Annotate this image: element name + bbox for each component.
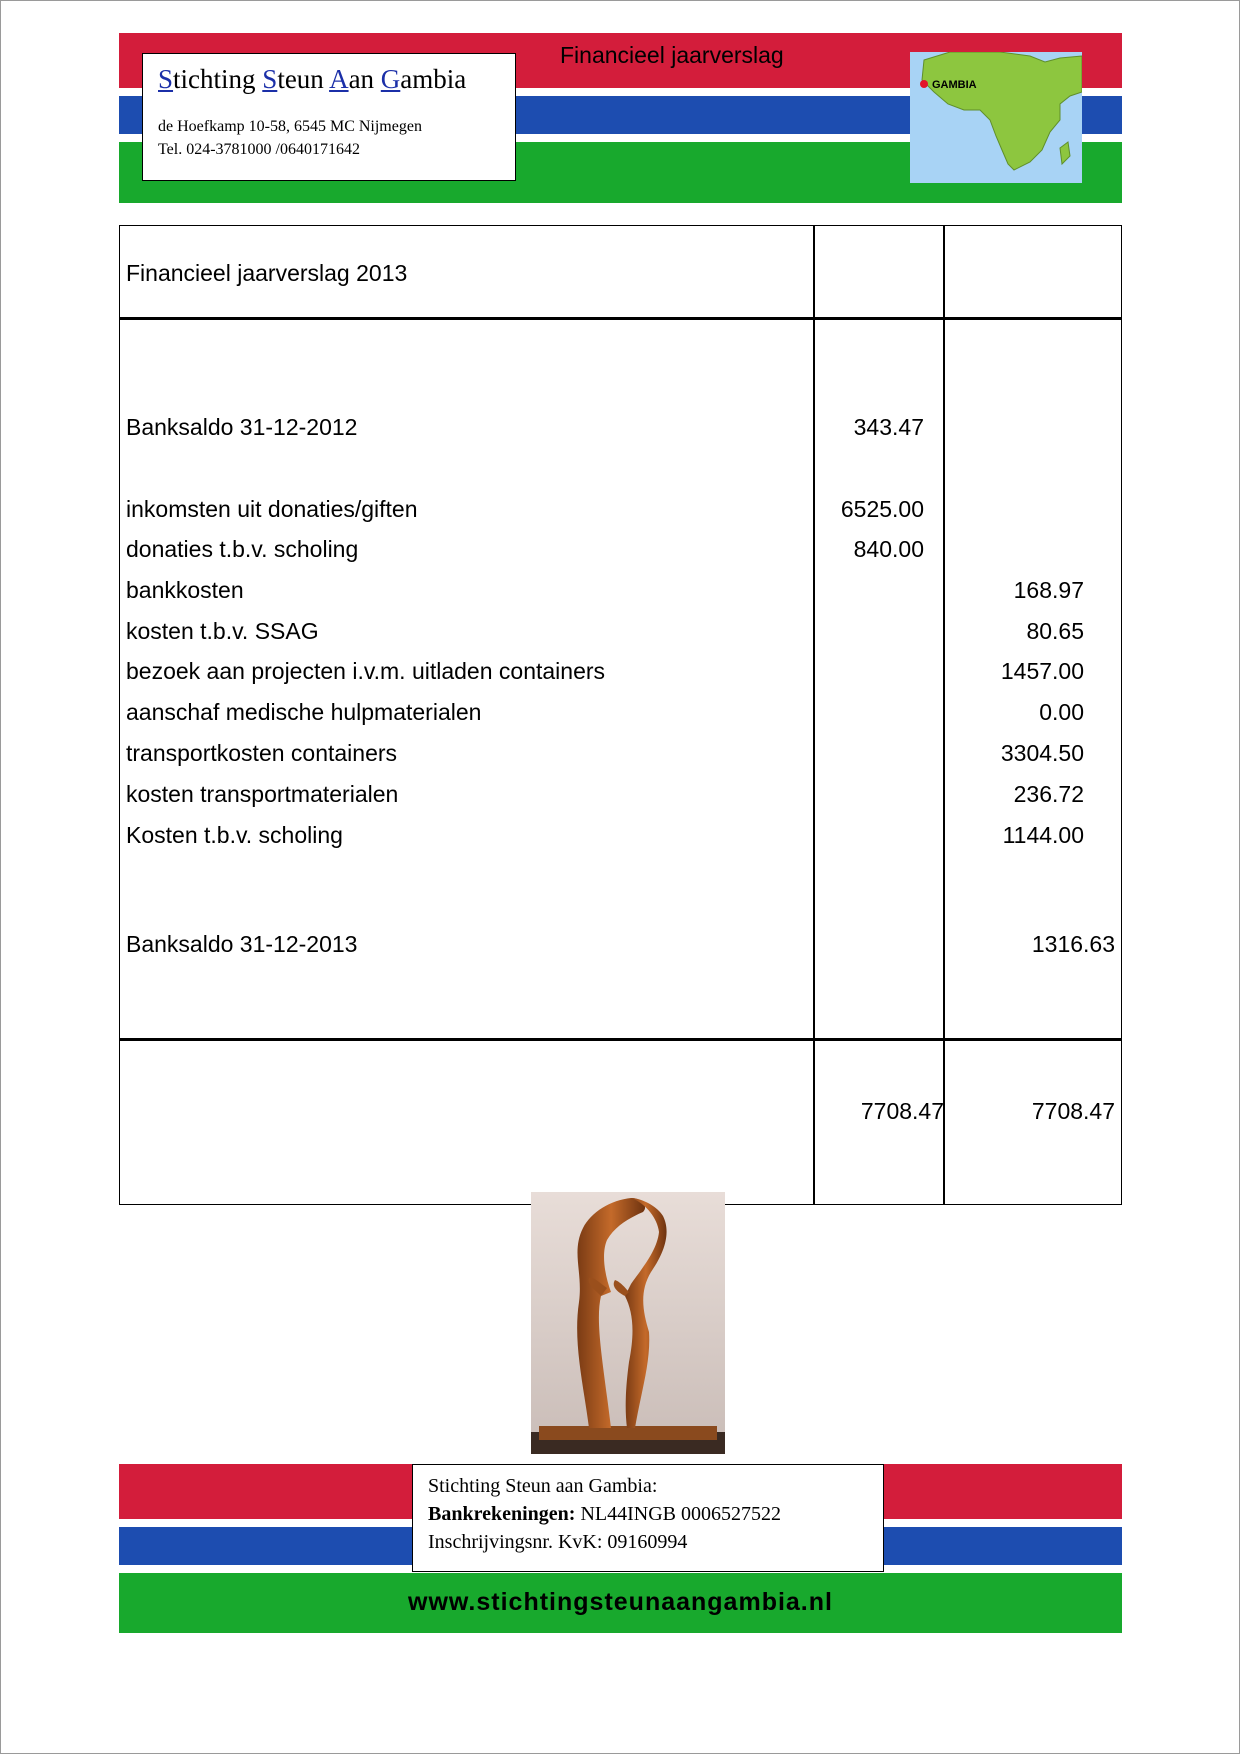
column-divider [943, 226, 945, 1204]
column-divider [813, 226, 815, 1204]
map-label: GAMBIA [932, 79, 977, 91]
expense-row-amount: 1144.00 [1002, 822, 1084, 848]
expense-row-amount: 236.72 [1013, 781, 1084, 807]
expense-row-amount: 80.65 [1026, 618, 1084, 644]
expense-row-label: aanschaf medische hulpmaterialen [126, 699, 482, 725]
phone-numbers: Tel. 024-3781000 /0640171642 [158, 141, 360, 158]
report-title: Financieel jaarverslag 2013 [126, 260, 408, 286]
bank-number: NL44INGB 0006527522 [575, 1503, 781, 1525]
website-url[interactable]: www.stichtingsteunaangambia.nl [408, 1588, 833, 1616]
financial-report-table [119, 225, 1122, 1205]
expense-row-label: kosten transportmaterialen [126, 781, 399, 807]
organization-card [142, 53, 516, 181]
expense-row-label: Kosten t.b.v. scholing [126, 822, 343, 848]
total-left: 7708.47 [860, 1098, 944, 1124]
income-row-amount: 840.00 [853, 536, 924, 562]
bank-account [428, 1503, 781, 1526]
address: de Hoefkamp 10-58, 6545 MC Nijmegen [158, 118, 422, 135]
total-right: 7708.47 [1031, 1098, 1115, 1124]
header-rule [120, 317, 1121, 320]
expense-row-amount: 168.97 [1013, 577, 1084, 603]
header-title: Financieel jaarverslag [560, 42, 784, 68]
closing-balance-amount: 1316.63 [1031, 931, 1115, 957]
opening-balance-label: Banksaldo 31-12-2012 [126, 414, 358, 440]
income-row-amount: 6525.00 [840, 496, 924, 522]
africa-map [910, 52, 1082, 183]
income-row-label: inkomsten uit donaties/giften [126, 496, 418, 522]
gambia-location-marker [920, 80, 928, 88]
totals-rule [120, 1038, 1121, 1041]
footer-org-name: Stichting Steun aan Gambia: [428, 1475, 658, 1497]
expense-row-amount: 0.00 [1039, 699, 1084, 725]
organization-name: Stichting Steun Aan Gambia [158, 64, 467, 94]
bank-details-card [412, 1464, 884, 1572]
wooden-hands-sculpture-photo [531, 1192, 725, 1454]
income-row-label: donaties t.b.v. scholing [126, 536, 359, 562]
expense-row-label: transportkosten containers [126, 740, 398, 766]
closing-balance-label: Banksaldo 31-12-2013 [126, 931, 358, 957]
expense-row-amount: 1457.00 [1000, 658, 1084, 684]
expense-row-label: kosten t.b.v. SSAG [126, 618, 319, 644]
expense-row-label: bankkosten [126, 577, 244, 603]
expense-row-amount: 3304.50 [1000, 740, 1084, 766]
opening-balance-amount: 343.47 [853, 414, 924, 440]
expense-row-label: bezoek aan projecten i.v.m. uitladen containers [126, 658, 606, 684]
bank-label: Bankrekeningen: [428, 1503, 576, 1525]
kvk-number: Inschrijvingsnr. KvK: 09160994 [428, 1531, 688, 1553]
